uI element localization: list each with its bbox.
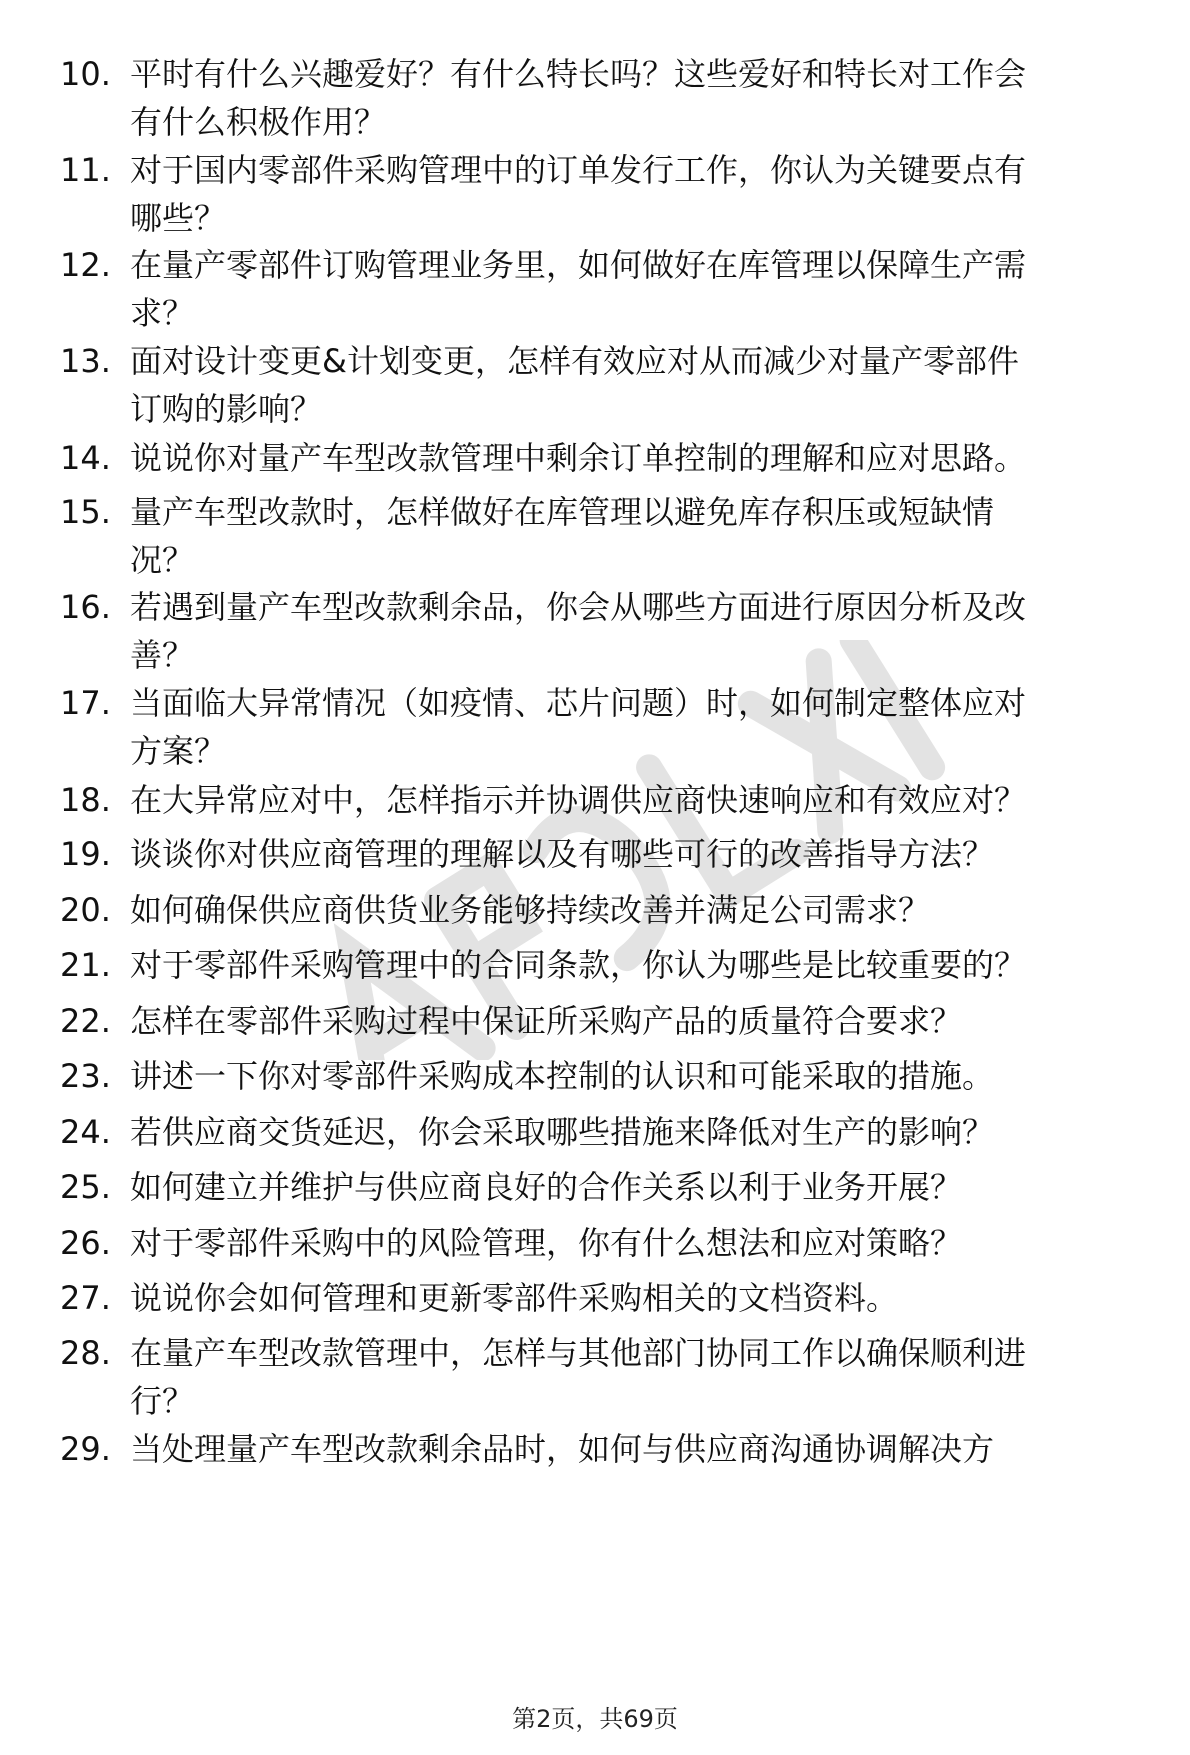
question-text-line: 况？ — [130, 541, 195, 579]
question-text-line: 有什么积极作用？ — [130, 103, 387, 141]
question-text-line: 说说你会如何管理和更新零部件采购相关的文档资料。 — [130, 1279, 899, 1317]
question-number: 14. — [60, 439, 111, 477]
question-text-line: 对于零部件采购中的风险管理，你有什么想法和应对策略？ — [130, 1224, 963, 1262]
question-text-line: 平时有什么兴趣爱好？有什么特长吗？这些爱好和特长对工作会 — [130, 55, 1027, 93]
question-text-line: 怎样在零部件采购过程中保证所采购产品的质量符合要求？ — [130, 1002, 963, 1040]
question-text-line: 对于国内零部件采购管理中的订单发行工作，你认为关键要点有 — [130, 151, 1027, 189]
question-number: 11. — [60, 151, 111, 189]
question-number: 22. — [60, 1002, 111, 1040]
question-number: 24. — [60, 1113, 111, 1151]
question-text-line: 如何确保供应商供货业务能够持续改善并满足公司需求？ — [130, 891, 931, 929]
question-number: 10. — [60, 55, 111, 93]
question-number: 29. — [60, 1430, 111, 1468]
question-text-line: 在量产车型改款管理中，怎样与其他部门协同工作以确保顺利进 — [130, 1334, 1027, 1372]
question-text-line: 当面临大异常情况（如疫情、芯片问题）时，如何制定整体应对 — [130, 684, 1027, 722]
question-number: 25. — [60, 1168, 111, 1206]
question-text-line: 面对设计变更&计划变更，怎样有效应对从而减少对量产零部件 — [130, 342, 1019, 380]
question-text-line: 在大异常应对中，怎样指示并协调供应商快速响应和有效应对？ — [130, 781, 1027, 819]
question-text-line: 对于零部件采购管理中的合同条款，你认为哪些是比较重要的？ — [130, 946, 1027, 984]
question-text-line: 订购的影响？ — [130, 390, 323, 428]
question-text-line: 方案？ — [130, 732, 227, 770]
question-text-line: 善？ — [130, 636, 195, 674]
question-text-line: 哪些？ — [130, 199, 227, 237]
question-text-line: 当处理量产车型改款剩余品时，如何与供应商沟通协调解决方 — [130, 1430, 995, 1468]
question-text-line: 求？ — [130, 294, 195, 332]
question-text-line: 在量产零部件订购管理业务里，如何做好在库管理以保障生产需 — [130, 246, 1027, 284]
question-number: 21. — [60, 946, 111, 984]
question-number: 19. — [60, 835, 111, 873]
question-number: 16. — [60, 588, 111, 626]
question-text-line: 说说你对量产车型改款管理中剩余订单控制的理解和应对思路。 — [130, 439, 1027, 477]
question-number: 15. — [60, 493, 111, 531]
question-number: 28. — [60, 1334, 111, 1372]
question-number: 13. — [60, 342, 111, 380]
question-text-line: 行？ — [130, 1382, 195, 1420]
question-text-line: 若供应商交货延迟，你会采取哪些措施来降低对生产的影响？ — [130, 1113, 995, 1151]
question-number: 20. — [60, 891, 111, 929]
question-text-line: 若遇到量产车型改款剩余品，你会从哪些方面进行原因分析及改 — [130, 588, 1027, 626]
question-number: 18. — [60, 781, 111, 819]
question-number: 26. — [60, 1224, 111, 1262]
question-number: 27. — [60, 1279, 111, 1317]
question-number: 12. — [60, 246, 111, 284]
question-number: 17. — [60, 684, 111, 722]
page-number: 第2页，共69页 — [512, 1705, 678, 1733]
question-text-line: 如何建立并维护与供应商良好的合作关系以利于业务开展？ — [130, 1168, 963, 1206]
question-text-line: 讲述一下你对零部件采购成本控制的认识和可能采取的措施。 — [130, 1057, 995, 1095]
question-number: 23. — [60, 1057, 111, 1095]
question-text-line: 谈谈你对供应商管理的理解以及有哪些可行的改善指导方法？ — [130, 835, 995, 873]
question-text-line: 量产车型改款时，怎样做好在库管理以避免库存积压或短缺情 — [130, 493, 995, 531]
